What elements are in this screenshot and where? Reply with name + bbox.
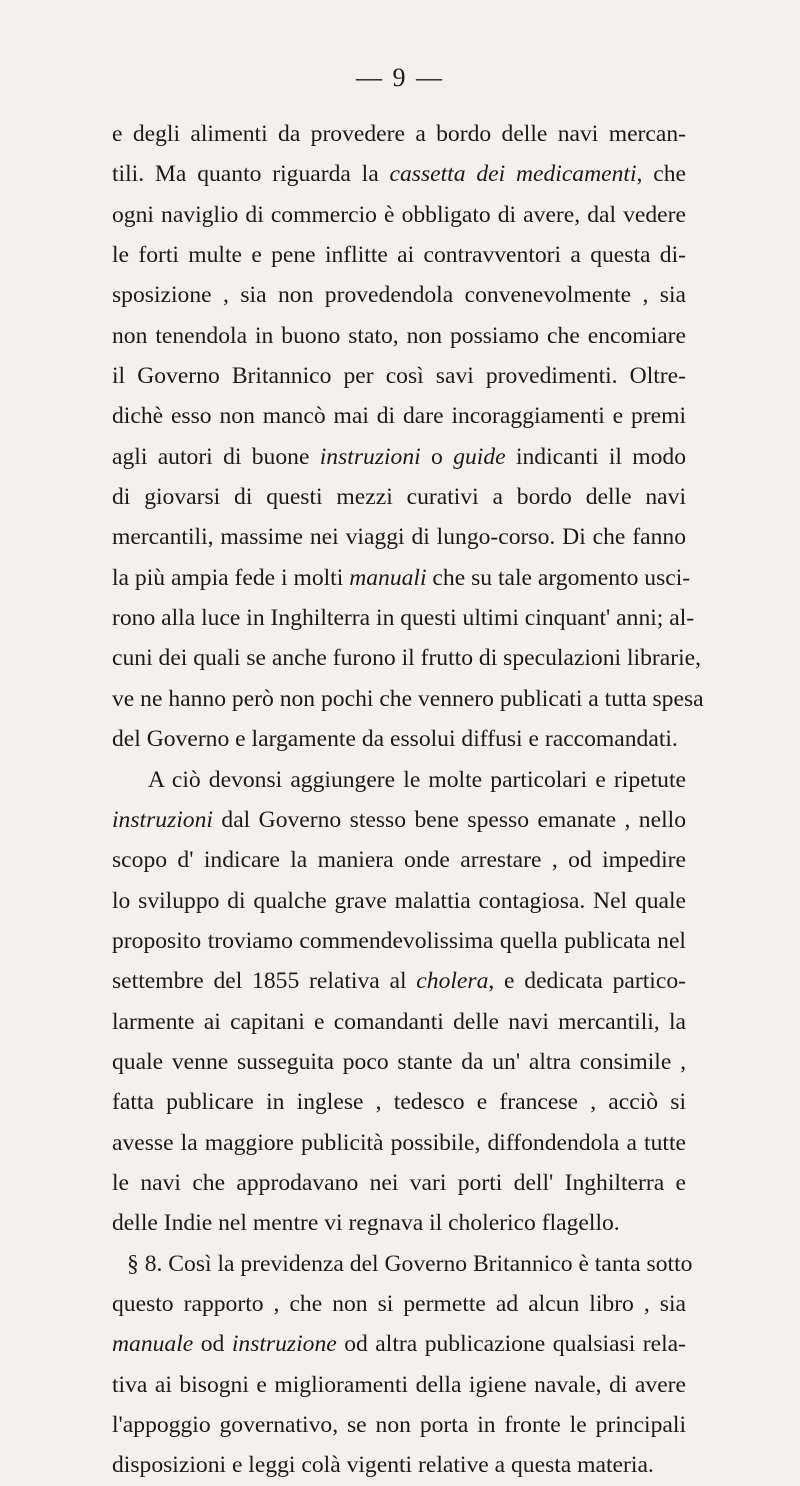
text-segment: che su tale argomento usci- [426,564,691,591]
text-segment: dal Governo stesso bene spesso emanate , nello [212,806,686,833]
text-line [112,558,691,598]
italic-term: guide [453,443,506,470]
text-segment: quale venne susseguita poco stante da un' altra consimile , [112,1048,686,1075]
text-line [112,638,701,678]
text-segment: sposizione , sia non provedendola convenevolmente , sia [112,282,686,309]
italic-term: manuale [112,1331,194,1358]
text-segment: proposito troviamo commendevolissima quella publicata nel [112,927,686,954]
text-line [112,1324,686,1364]
text-segment: ogni naviglio di commercio è obbligato di avere, dal vedere [112,201,686,228]
text-segment: settembre del 1855 relativa al [112,968,417,995]
body-text [112,114,704,1486]
text-segment: e degli alimenti da provedere a bordo delle navi mercan- [112,121,686,147]
text-line [112,1445,686,1485]
italic-term: manuali [349,564,427,591]
text-segment: § 8. Così la previdenza del Governo Britannico è tanta sotto [127,1250,693,1277]
text-segment: fatta publicare in inglese , tedesco e francese , acciò si [112,1089,686,1116]
text-line [112,396,686,436]
text-segment: o [420,443,454,470]
text-segment: di giovarsi di questi mezzi curativi a bordo delle navi [112,484,686,511]
italic-term: cassetta dei medicamenti [389,161,637,188]
text-line [112,760,686,800]
text-segment: , che [636,161,686,188]
text-line [112,961,686,1001]
text-line [112,477,686,517]
text-line [112,1203,686,1243]
text-line [112,921,686,961]
text-line [112,679,704,719]
text-segment: cuni dei quali se anche furono il frutto di speculazioni librarie, [112,645,701,672]
text-segment: od [193,1331,232,1358]
text-line [112,437,686,477]
text-line [112,840,686,880]
text-segment: questo rapporto , che non si permette ad alcun libro , sia [112,1290,686,1317]
text-segment: non tenendola in buono stato, non possiamo che encomiare [112,322,686,349]
text-segment: dichè esso non mancò mai di dare incoraggiamenti e premi [112,403,686,430]
text-segment: l'appoggio governativo, se non porta in fronte le principali [112,1412,686,1438]
text-line [112,1163,686,1203]
text-line [112,800,686,840]
text-line [112,1002,686,1042]
text-segment: A ciò devonsi aggiungere le molte particolari e ripetute [148,766,686,793]
text-segment: mercantili, massime nei viaggi di lungo-corso. Di che fanno [112,524,686,551]
text-segment: le forti multe e pene inflitte ai contravventori a questa di- [112,242,686,269]
text-line [112,114,686,154]
text-line [112,881,686,921]
text-segment: del Governo e largamente da essolui diffusi e raccomandati. [112,726,678,753]
text-segment: scopo d' indicare la maniera onde arrestare , od impedire [112,847,686,874]
italic-term: instruzioni [319,443,421,470]
text-segment: , e dedicata partico- [488,968,686,995]
text-segment: od altra publicazione qualsiasi rela- [336,1331,686,1358]
text-line [112,1082,686,1122]
text-line [112,195,686,235]
text-line [112,356,686,396]
text-line [112,1284,686,1324]
text-line [112,598,695,638]
text-segment: avesse la maggiore publicità possibile, diffondendola a tutte [112,1129,686,1156]
text-segment: rono alla luce in Inghilterra in questi ultimi cinquant' anni; al- [112,605,695,632]
text-line [112,719,686,759]
text-line [112,517,686,557]
text-segment: agli autori di buone [112,443,320,470]
page-number: — 9 — [356,63,444,92]
text-segment: lo sviluppo di qualche grave malattia contagiosa. Nel quale [112,887,686,914]
text-segment: le navi che approdavano nei vari porti dell' Inghilterra e [112,1169,686,1196]
text-segment: tiva ai bisogni e miglioramenti della igiene navale, di avere [112,1371,686,1398]
text-line [112,1244,693,1284]
italic-term: cholera [416,968,489,995]
text-line [112,1405,686,1445]
text-segment: larmente ai capitani e comandanti delle navi mercantili, la [112,1008,686,1035]
italic-term: instruzione [231,1331,337,1358]
text-segment: disposizioni e leggi colà vigenti relative a questa materia. [112,1452,654,1479]
text-line [112,1123,686,1163]
text-line [112,154,686,194]
text-segment: il Governo Britannico per così savi provedimenti. Oltre- [112,363,686,390]
text-line [112,275,686,315]
text-segment: la più ampia fede i molti [112,564,350,591]
text-segment: ve ne hanno però non pochi che vennero publicati a tutta spesa [112,685,704,712]
text-segment: indicanti il modo [505,443,687,470]
text-segment: tili. Ma quanto riguarda la [112,161,390,188]
text-line [112,1365,686,1405]
text-line [112,316,686,356]
italic-term: instruzioni [112,806,213,833]
text-segment: delle Indie nel mentre vi regnava il cholerico flagello. [112,1210,620,1237]
text-line [112,1042,686,1082]
text-line [112,235,686,275]
